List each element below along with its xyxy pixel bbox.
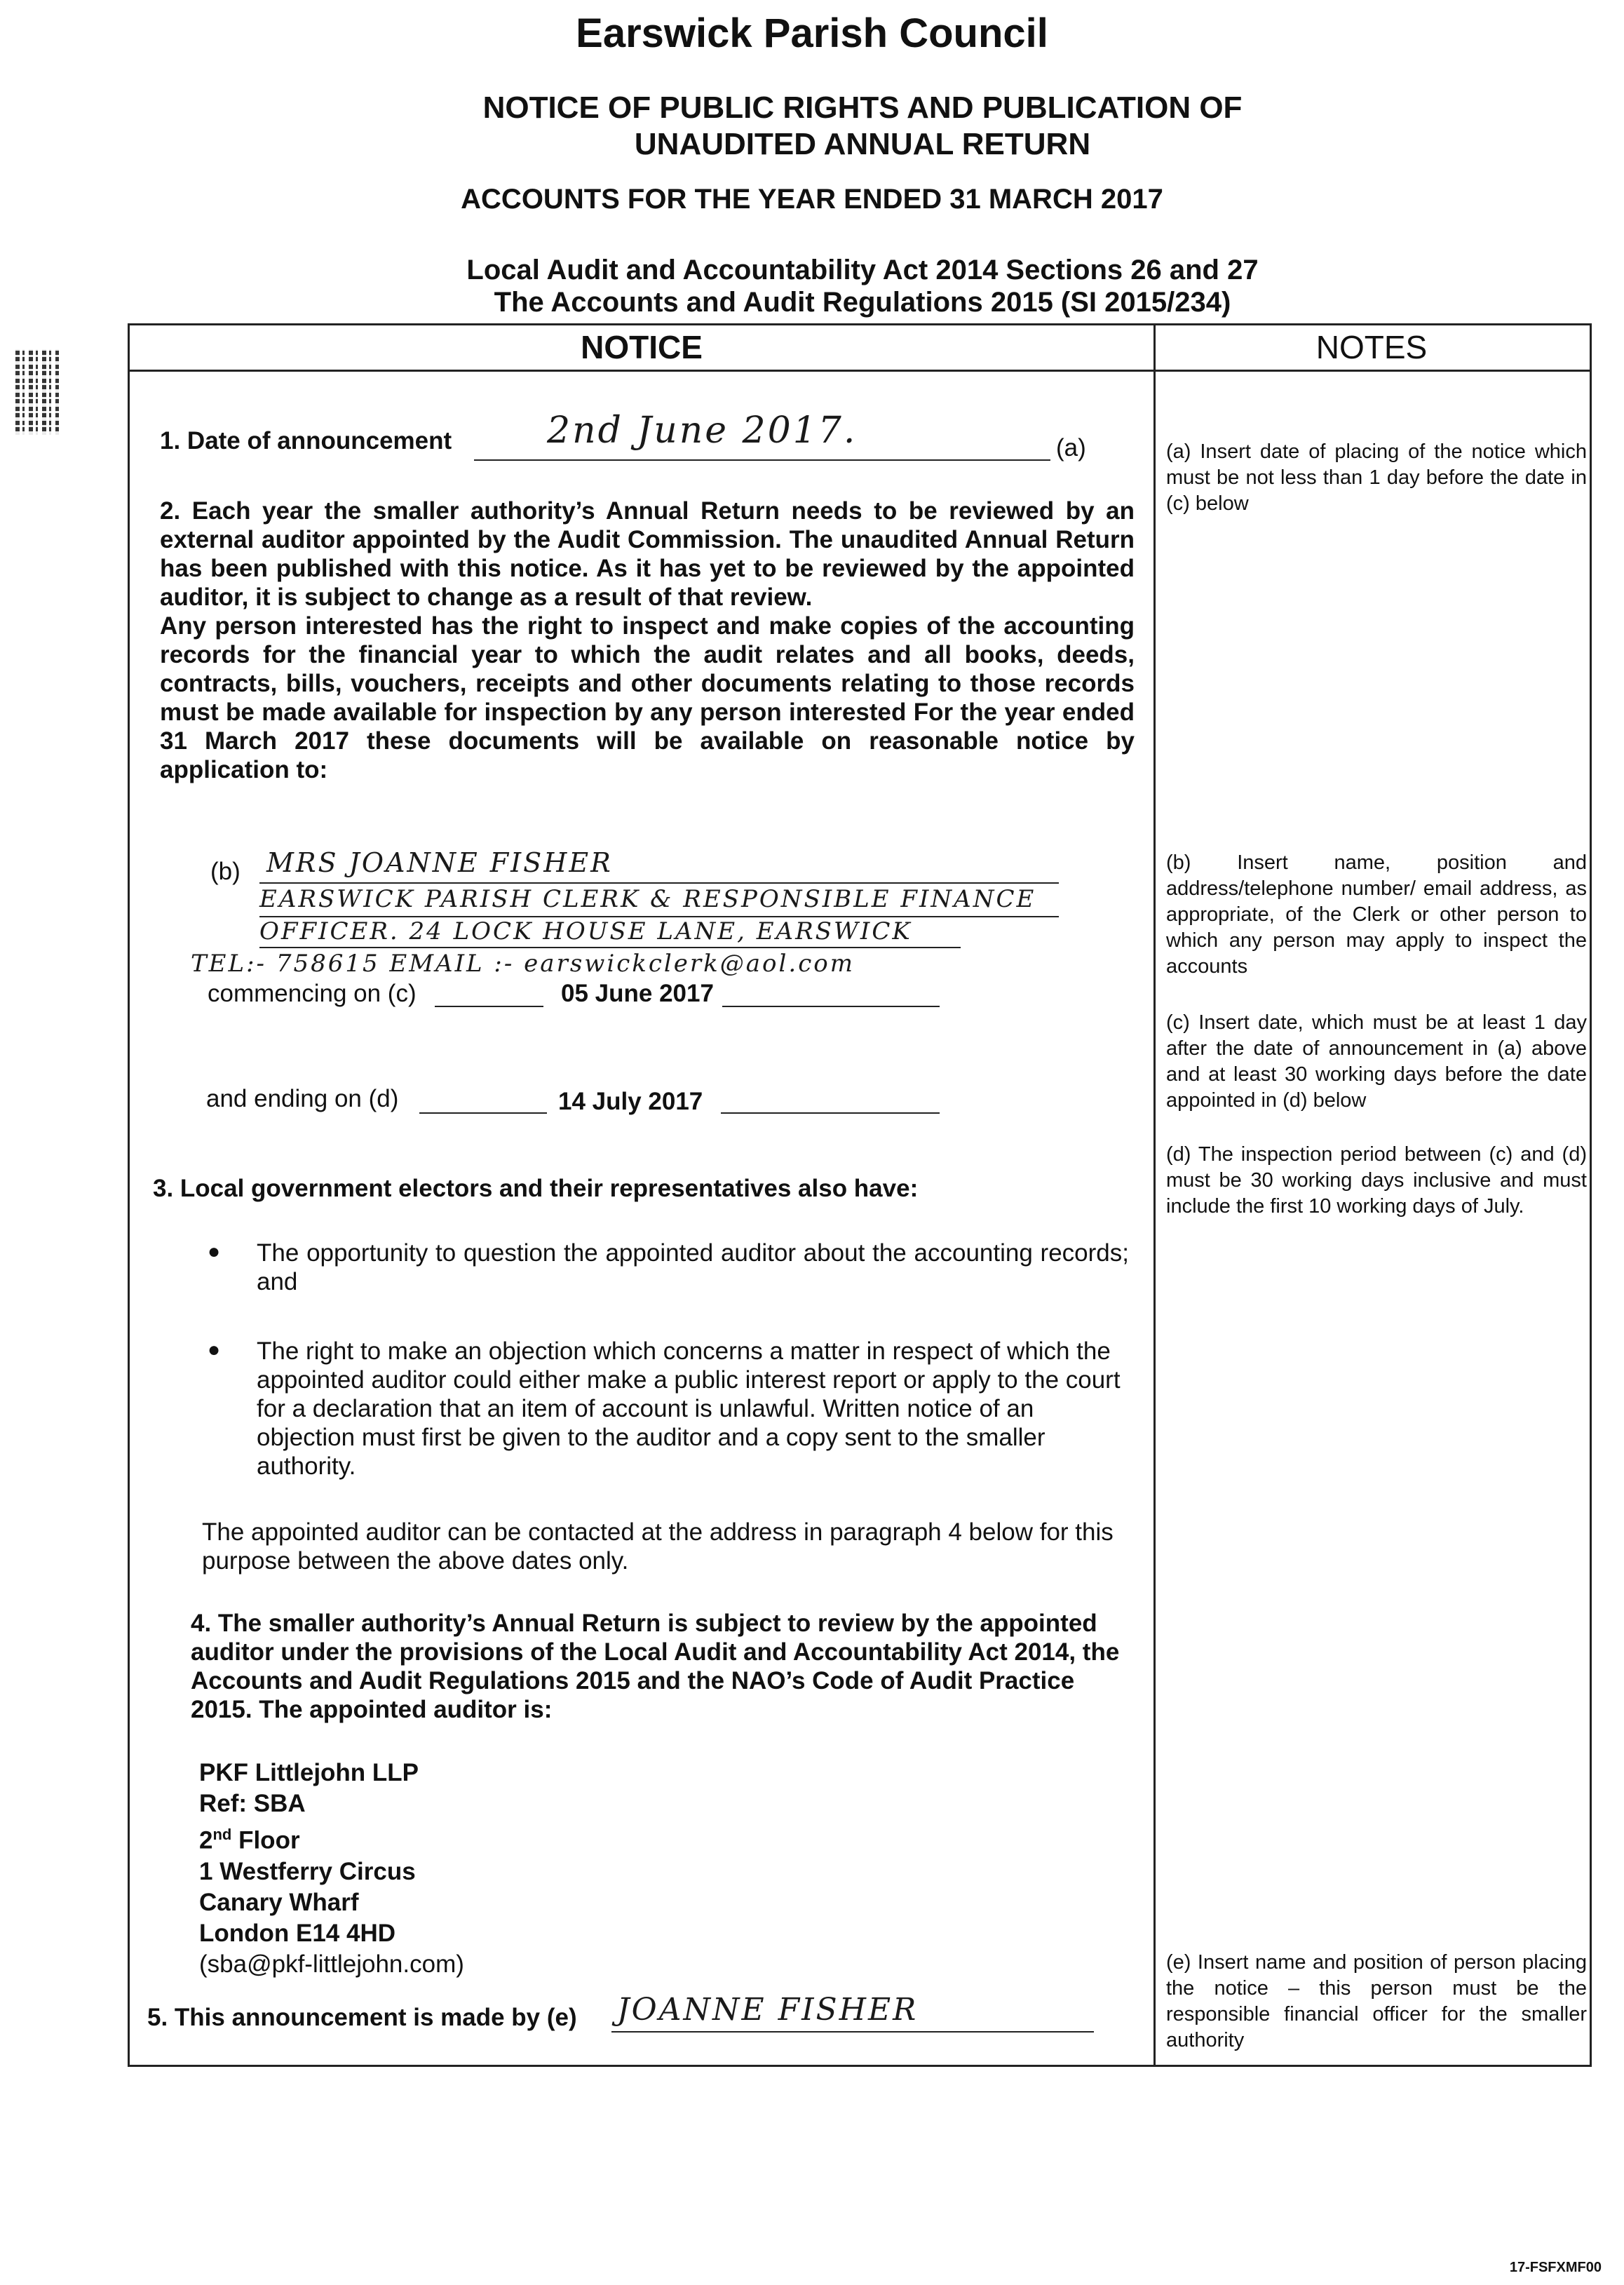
contact-underline-1 bbox=[259, 882, 1059, 884]
commencing-underline-right bbox=[722, 1006, 940, 1007]
announcement-by-label: 5. This announcement is made by (e) bbox=[147, 2004, 577, 2031]
auditor-floor-number: 2 bbox=[199, 1826, 213, 1854]
header-divider bbox=[128, 370, 1590, 372]
section4-heading: 4. The smaller authority’s Annual Return is subject to review by the appointed auditor under the provisions of the Local Audit and Accountability Act 2014, the Accounts and Audit Regulations 2015 and the NAO’s Code of Audit Practice 2015. The appointed auditor is: bbox=[191, 1610, 1120, 1723]
auditor-email: (sba@pkf-littlejohn.com) bbox=[199, 1950, 464, 1978]
act-line2: The Accounts and Audit Regulations 2015 (SI 2015/234) bbox=[494, 287, 1231, 318]
section3-heading: 3. Local government electors and their representatives also have: bbox=[153, 1175, 919, 1202]
auditor-address-block bbox=[199, 1758, 464, 1980]
council-name: Earswick Parish Council bbox=[576, 11, 1048, 56]
contact-phone-email: TEL:- 758615 EMAIL :- earswickclerk@aol.com bbox=[191, 950, 855, 978]
auditor-contact-note: The appointed auditor can be contacted at the address in paragraph 4 below for this purpose between the above dates only. bbox=[202, 1518, 1114, 1575]
notice-title bbox=[337, 90, 1388, 163]
section2-paragraph2 bbox=[160, 612, 1135, 784]
signature-underline bbox=[611, 2031, 1094, 2033]
contact-name: MRS JOANNE FISHER bbox=[266, 847, 613, 878]
auditor-floor-word: Floor bbox=[231, 1826, 300, 1854]
note-a: (a) Insert date of placing of the notice which must be not less than 1 day before the date in (c) below bbox=[1166, 440, 1587, 515]
bullet-icon-1: ● bbox=[208, 1240, 221, 1263]
auditor-city: London E14 4HD bbox=[199, 1919, 396, 1947]
column-divider bbox=[1153, 323, 1156, 2065]
date-underline bbox=[474, 459, 1050, 461]
notice-column-heading: NOTICE bbox=[581, 329, 703, 365]
date-ref-a: (a) bbox=[1056, 434, 1086, 461]
inspection-rights-text: Any person interested has the right to inspect and make copies of the accounting records for the financial year to which the audit relates and all books, deeds, contracts, bills, vouchers, receipts and other documents relating to those records must be made available for inspection by any person interested bbox=[160, 612, 1135, 726]
commencing-date: 05 June 2017 bbox=[561, 980, 714, 1007]
notes-column-heading: NOTES bbox=[1315, 329, 1428, 365]
auditor-floor-suffix: nd bbox=[212, 1826, 232, 1843]
auditor-floor bbox=[199, 1819, 464, 1856]
auditor-name: PKF Littlejohn LLP bbox=[199, 1759, 419, 1786]
right-to-question: The opportunity to question the appointed auditor about the accounting records; and bbox=[257, 1239, 1129, 1295]
date-of-announcement-value: 2nd June 2017. bbox=[547, 410, 858, 452]
section2-paragraph1: 2. Each year the smaller authority’s Annual Return needs to be reviewed by an external auditor appointed by the Audit Commission. The unaudited Annual Return has been published with this notice. As it has yet to be reviewed by the appointed auditor, it is subject to change as a result of that review. bbox=[160, 497, 1135, 611]
ending-underline-left bbox=[419, 1112, 547, 1114]
notice-title-line2: UNAUDITED ANNUAL RETURN bbox=[634, 127, 1091, 161]
act-line1: Local Audit and Accountability Act 2014 Sections 26 and 27 bbox=[466, 255, 1259, 285]
accounts-year-heading: ACCOUNTS FOR THE YEAR ENDED 31 MARCH 2017 bbox=[461, 184, 1163, 215]
contact-address: OFFICER. 24 LOCK HOUSE LANE, EARSWICK bbox=[259, 917, 912, 945]
form-code: 17-FSFXMF00 bbox=[1509, 2260, 1602, 2275]
announcement-by-signature: JOANNE FISHER bbox=[617, 1992, 919, 2028]
contact-ref-b: (b) bbox=[210, 858, 241, 885]
note-d: (d) The inspection period between (c) and (d) must be 30 working days inclusive and must include the first 10 working days of July. bbox=[1166, 1143, 1587, 1218]
note-e: (e) Insert name and position of person placing the notice – this person must be the responsible financial officer for the smaller authority bbox=[1166, 1951, 1587, 2051]
ending-label: and ending on (d) bbox=[206, 1085, 399, 1112]
bullet-icon-2: ● bbox=[208, 1338, 221, 1361]
commencing-label: commencing on (c) bbox=[208, 980, 417, 1007]
notice-title-line1: NOTICE OF PUBLIC RIGHTS AND PUBLICATION OF bbox=[482, 90, 1243, 125]
scan-barcode bbox=[15, 349, 59, 435]
date-of-announcement-label: 1. Date of announcement bbox=[160, 427, 452, 454]
legislation-heading bbox=[337, 254, 1388, 318]
note-b: (b) Insert name, position and address/telephone number/ email address, as appropriate, of the Clerk or other person to which any person may apply to inspect the accounts bbox=[1166, 851, 1587, 978]
auditor-street: 1 Westferry Circus bbox=[199, 1857, 416, 1885]
auditor-area: Canary Wharf bbox=[199, 1888, 359, 1916]
ending-date: 14 July 2017 bbox=[558, 1088, 703, 1115]
contact-underline-3 bbox=[259, 947, 961, 948]
right-to-object: The right to make an objection which concerns a matter in respect of which the appointed auditor could either make a public interest report or apply to the court for a declaration that an item of account is unlawful. Written notice of an objection must first be given to the auditor and a copy sent to the smaller authority. bbox=[257, 1337, 1121, 1480]
contact-position: EARSWICK PARISH CLERK & RESPONSIBLE FINANCE bbox=[259, 885, 1036, 913]
ending-underline-right bbox=[721, 1112, 940, 1114]
auditor-ref: Ref: SBA bbox=[199, 1790, 306, 1817]
availability-text: For the year ended 31 March 2017 these documents will be available on reasonable notice by application to: bbox=[160, 699, 1135, 783]
note-c: (c) Insert date, which must be at least 1 day after the date of announcement in (a) above and at least 30 working days before the date appointed in (d) below bbox=[1166, 1011, 1587, 1112]
commencing-underline-left bbox=[435, 1006, 543, 1007]
